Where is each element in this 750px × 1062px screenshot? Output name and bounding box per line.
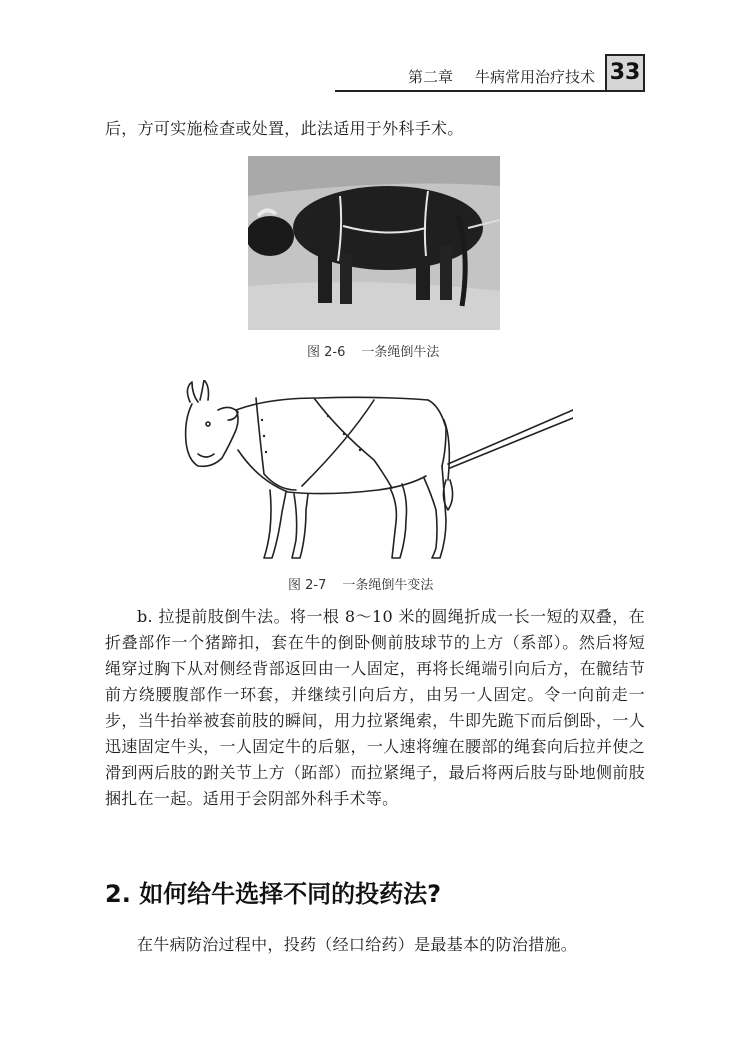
figure-label: 图 2-7 xyxy=(288,578,327,593)
chapter-label: 第二章 xyxy=(407,68,453,86)
figure-caption-text: 一条绳倒牛变法 xyxy=(342,578,434,593)
method-b-paragraph: b. 拉提前肢倒牛法。将一根 8～10 米的圆绳折成一长一短的双叠，在折叠部作一个猪蹄扣，套在牛的倒卧侧前肢球节的上方（系部）。然后将短绳穿过胸下从对侧经背部返回由一人固定，再将长绳端引向后方，在髋结节前方绕腰腹部作一环套，并继续引向后方，由另一人固定。令一向前走一步，当牛抬举被套前肢的瞬间，用力拉紧绳索，牛即先跪下而后倒卧，一人迅速固定牛头，一人固定牛的后躯，一人速将缠在腰部的绳套向后拉并使之滑到两后肢的跗关节上方（跖部）而拉紧绳子，最后将两后肢与卧地侧前肢捆扎在一起。适用于会阴部外科手术等。 xyxy=(105,607,645,808)
section-number: 2. xyxy=(105,880,131,908)
section-title-text: 如何给牛选择不同的投药法? xyxy=(139,880,442,908)
running-header xyxy=(335,54,645,94)
cow-photo-illustration xyxy=(248,156,500,330)
figure-caption-text: 一条绳倒牛法 xyxy=(361,345,440,360)
intro-line: 后，方可实施检查或处置，此法适用于外科手术。 xyxy=(105,119,464,138)
figure-label: 图 2-6 xyxy=(307,345,346,360)
figure-2-7-drawing xyxy=(178,380,573,565)
figure-2-6-caption xyxy=(307,341,439,360)
page-number: 33 xyxy=(605,54,645,92)
chapter-title: 牛病常用治疗技术 xyxy=(474,68,595,86)
figure-2-7-caption xyxy=(288,574,433,593)
figure-2-6-photo xyxy=(248,156,500,330)
header-rule xyxy=(335,90,605,92)
section-heading xyxy=(105,874,665,909)
header-text xyxy=(408,66,595,87)
closing-line: 在牛病防治过程中，投药（经口给药）是最基本的防治措施。 xyxy=(137,935,578,954)
